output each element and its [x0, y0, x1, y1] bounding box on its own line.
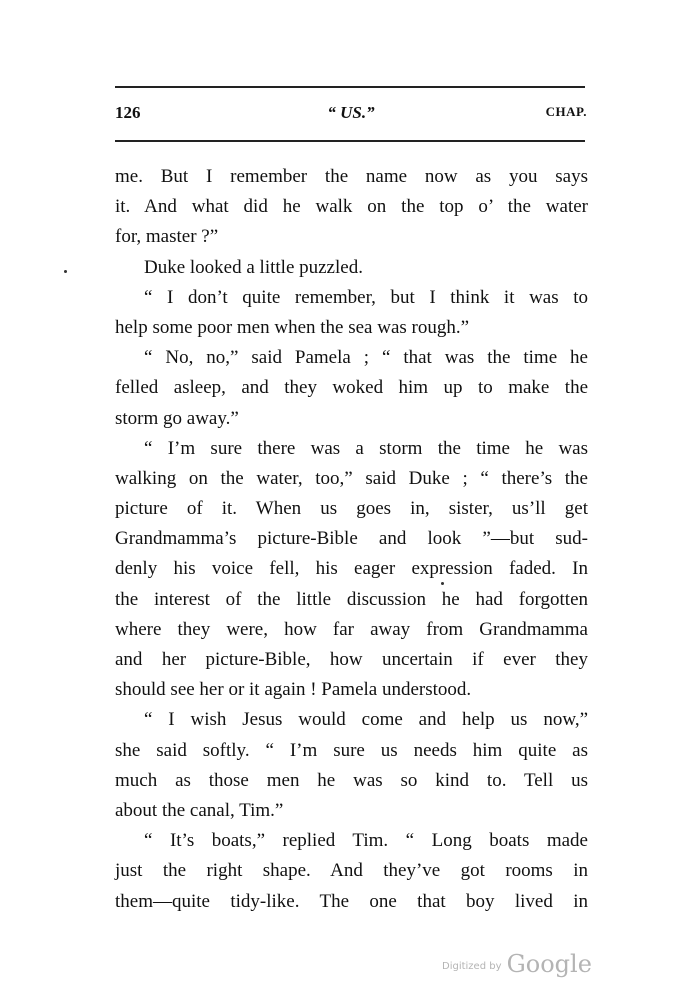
body-text [115, 162, 588, 917]
watermark-brand: Google [506, 950, 592, 978]
page-number: 126 [115, 103, 141, 122]
text-line: denly his voice fell, his eager expression faded. In [115, 558, 588, 580]
text-line: Duke looked a little puzzled. [144, 256, 363, 278]
header-rule [115, 140, 585, 142]
text-line: much as those men he was so kind to. Tell us [115, 769, 588, 791]
text-line: “ I wish Jesus would come and help us now,” [144, 709, 588, 731]
text-line: them—quite tidy-like. The one that boy lived in [115, 890, 588, 912]
text-line: where they were, how far away from Grandmamma [115, 618, 588, 640]
text-line: help some poor men when the sea was rough.” [115, 316, 470, 338]
digitized-by-google-watermark [442, 950, 592, 978]
top-rule [115, 86, 585, 88]
watermark-prefix: Digitized by [442, 961, 502, 972]
text-line: “ I don’t quite remember, but I think it was to [144, 286, 588, 308]
running-title: “ US.” [327, 103, 375, 122]
text-line: me. But I remember the name now as you says [115, 166, 588, 187]
text-line: “ No, no,” said Pamela ; “ that was the time he [144, 347, 588, 369]
text-line: felled asleep, and they woked him up to make the [115, 377, 588, 399]
text-line: “ It’s boats,” replied Tim. “ Long boats made [144, 830, 588, 852]
text-line: it. And what did he walk on the top o’ the water [115, 196, 588, 218]
chapter-label: CHAP. [545, 104, 587, 119]
text-line: should see her or it again ! Pamela understood. [115, 679, 472, 701]
text-line: she said softly. “ I’m sure us needs him quite as [115, 739, 588, 761]
text-line: storm go away.” [115, 407, 239, 429]
stray-ink-mark [441, 582, 444, 585]
text-line: walking on the water, too,” said Duke ; “ there’s the [115, 467, 588, 489]
text-line: for, master ?” [115, 226, 219, 248]
text-line: just the right shape. And they’ve got rooms in [115, 860, 588, 882]
text-line: the interest of the little discussion he had forgotten [115, 588, 588, 610]
text-line: and her picture-Bible, how uncertain if ever they [115, 649, 588, 670]
running-head [115, 103, 587, 127]
text-line: “ I’m sure there was a storm the time he was [144, 437, 588, 459]
stray-ink-mark [64, 270, 67, 273]
text-line: about the canal, Tim.” [115, 799, 284, 821]
text-line: picture of it. When us goes in, sister, us’ll get [115, 498, 588, 520]
text-line: Grandmamma’s picture-Bible and look ”—but sud- [115, 528, 588, 550]
